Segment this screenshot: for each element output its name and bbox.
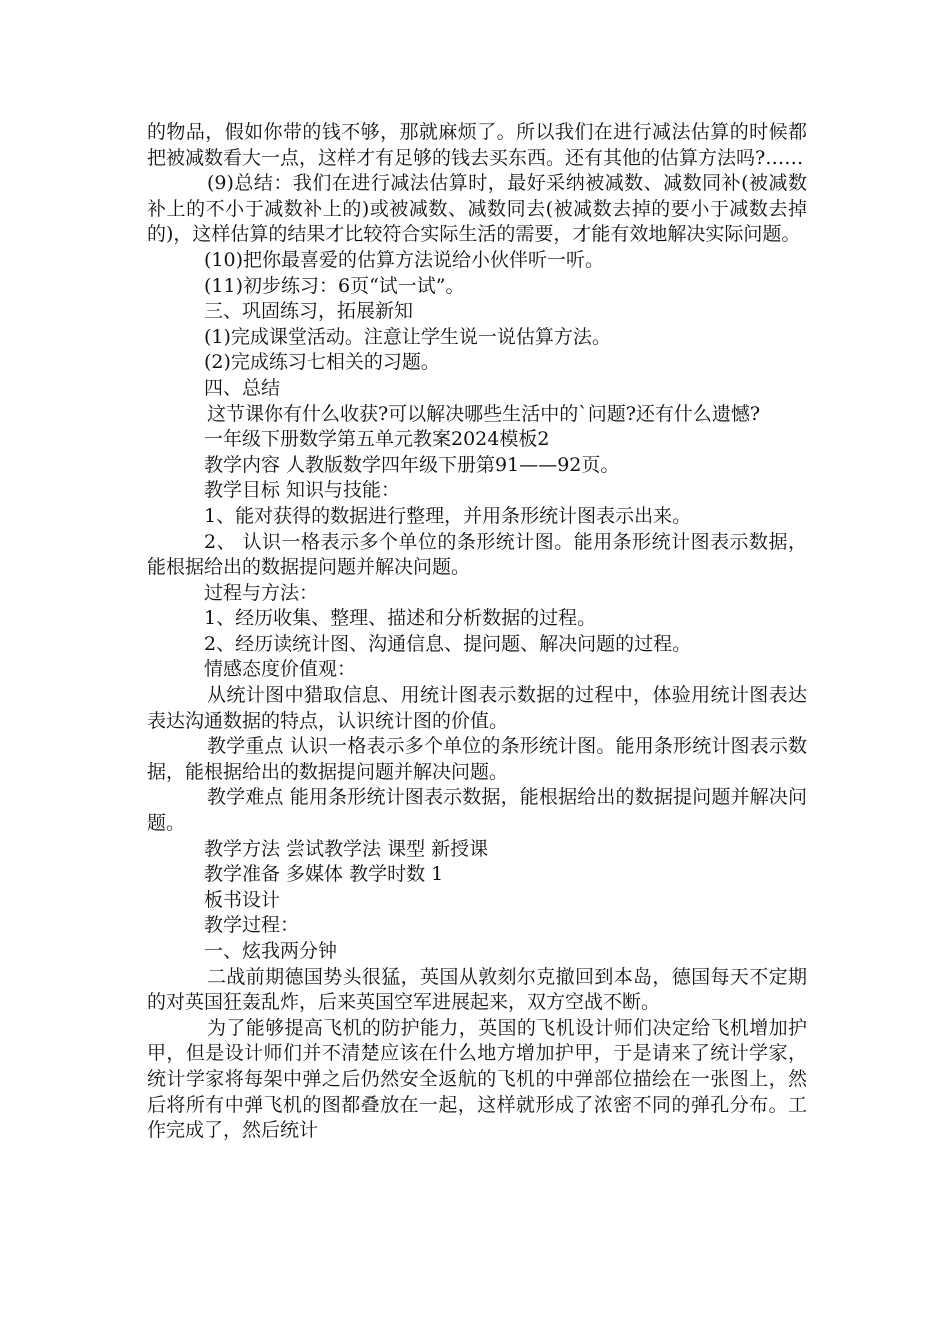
teaching-preparation: 教学准备 多媒体 教学时数 1 (204, 863, 444, 886)
paragraph-item-11: (11)初步练习：6页“试一试”。 (204, 274, 465, 297)
goal-item-1: 1、能对获得的数据进行整理，并用条形统计图表示出来。 (204, 504, 692, 527)
process-item-2: 2、经历读统计图、沟通信息、提问题、解决问题的过程。 (204, 632, 692, 655)
heading-section-3: 三、巩固练习，拓展新知 (204, 300, 414, 323)
heading-section-4: 四、总结 (204, 376, 281, 399)
teaching-process: 教学过程： (204, 914, 300, 937)
goal-item-2: 2、 认识一格表示多个单位的条形统计图。能用条形统计图表示数据，能根据给出的数据提问题并解决问题。 (147, 530, 807, 579)
paragraph-practice-1: (1)完成课堂活动。注意让学生说一说估算方法。 (204, 325, 611, 348)
paragraph-continuation: 的物品，假如你带的钱不够，那就麻烦了。所以我们在进行减法估算的时候都把被减数看大一点，这样才有足够的钱去买东西。还有其他的估算方法吗?…… (147, 121, 807, 169)
teaching-difficulty: 教学难点 能用条形统计图表示数据，能根据给出的数据提问题并解决问题。 (147, 786, 807, 835)
lesson-title: 一年级下册数学第五单元教案2024模板2 (204, 428, 550, 451)
paragraph-item-10: (10)把你最喜爱的估算方法说给小伙伴听一听。 (204, 248, 605, 271)
paragraph-practice-2: (2)完成练习七相关的习题。 (204, 351, 440, 374)
heading-section-1: 一、炫我两分钟 (204, 940, 338, 962)
board-design: 板书设计 (204, 888, 281, 911)
process-methods-heading: 过程与方法： (204, 581, 319, 604)
story-paragraph-2: 为了能够提高飞机的防护能力，英国的飞机设计师们决定给飞机增加护甲，但是设计师们并不清楚应该在什么地方增加护甲，于是请来了统计学家，统计学家将每架中弹之后仍然安全返航的飞机的中弹部位描绘在一张图上，然后将所有中弹飞机的图都叠放在一起，这样就形成了浓密不同的弹孔分布。工作完成了，然后统计 (147, 1016, 807, 1142)
story-paragraph-1: 二战前期德国势头很猛，英国从敦刻尔克撤回到本岛，德国每天不定期的对英国狂轰乱炸，后来英国空军进展起来，双方空战不断。 (147, 965, 807, 1014)
process-item-1: 1、经历收集、整理、描述和分析数据的过程。 (204, 607, 597, 630)
paragraph-reflection: 这节课你有什么收获?可以解决哪些生活中的`问题?还有什么遗憾? (207, 402, 761, 425)
teaching-key-point: 教学重点 认识一格表示多个单位的条形统计图。能用条形统计图表示数据，能根据给出的数据提问题并解决问题。 (147, 735, 807, 783)
document-body (147, 120, 807, 1144)
values-paragraph: 从统计图中猎取信息、用统计图表示数据的过程中，体验用统计图表达表达沟通数据的特点，认识统计图的价值。 (147, 684, 807, 732)
values-heading: 情感态度价值观： (204, 658, 357, 681)
teaching-method: 教学方法 尝试教学法 课型 新授课 (204, 837, 489, 860)
teaching-content: 教学内容 人教版数学四年级下册第91——92页。 (204, 453, 620, 476)
teaching-goals: 教学目标 知识与技能： (204, 479, 401, 502)
paragraph-summary-9: (9)总结：我们在进行减法估算时，最好采纳被减数、减数同补(被减数补上的不小于减数补上的)或被减数、减数同去(被减数去掉的要小于减数去掉的)，这样估算的结果才比较符合实际生活的需要，才能有效地解决实际问题。 (147, 172, 807, 246)
